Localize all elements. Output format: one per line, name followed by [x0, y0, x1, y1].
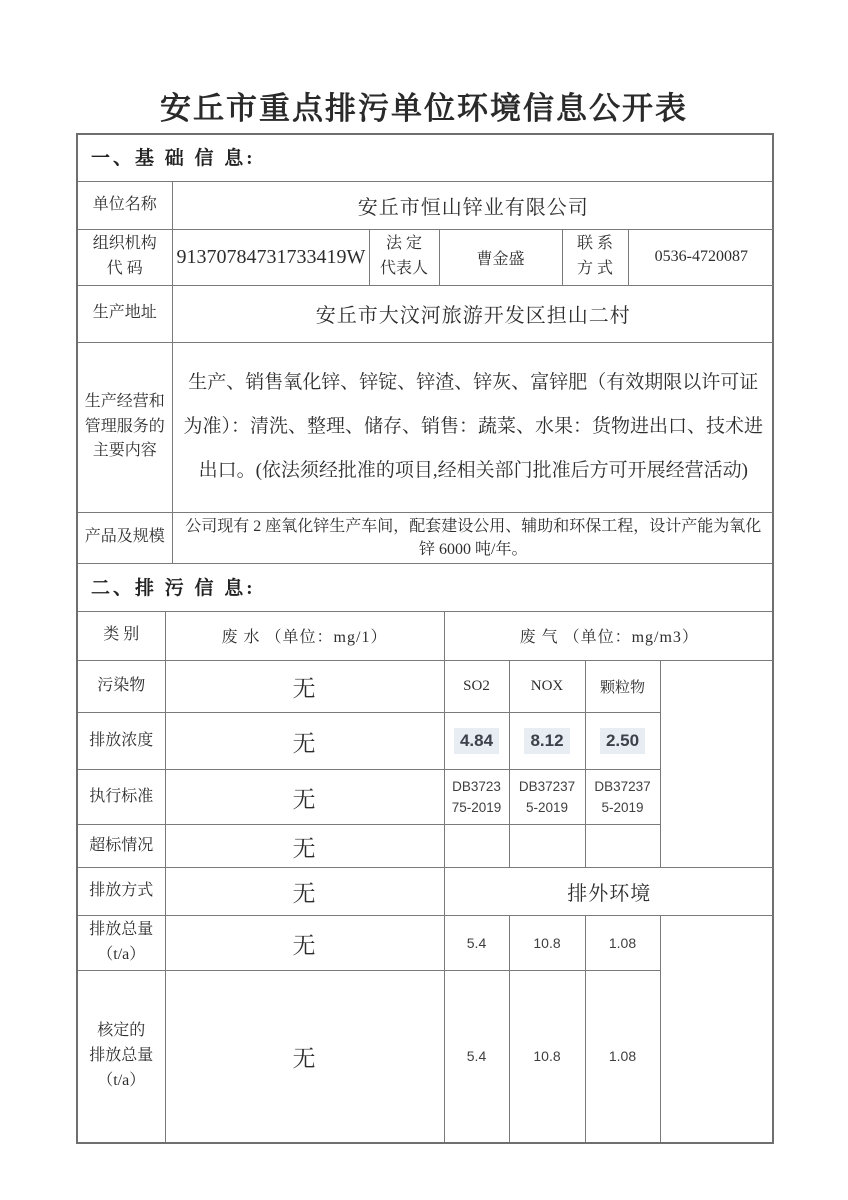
contact-label — [562, 229, 628, 285]
total-particulate-value: 1.08 — [585, 916, 660, 971]
total-emission-label — [78, 916, 165, 971]
standard-code-line1: DB3723 — [452, 779, 501, 794]
standard-code-line2: 5-2019 — [601, 800, 644, 815]
legal-rep-value: 曹金盛 — [439, 229, 562, 285]
legal-rep-label-line2: 代表人 — [379, 260, 428, 277]
standard-nox-value — [509, 770, 585, 825]
empty-cell — [660, 916, 774, 1142]
approved-nox-value: 10.8 — [509, 971, 585, 1142]
disclosure-form — [76, 133, 774, 1144]
highlighted-value: 8.12 — [524, 728, 569, 754]
empty-cell — [660, 661, 774, 868]
page-title: 安丘市重点排污单位环境信息公开表 — [160, 91, 688, 126]
unit-name-value: 安丘市恒山锌业有限公司 — [172, 182, 774, 229]
standard-code-line2: 5-2019 — [525, 800, 569, 815]
empty-cell — [585, 825, 660, 868]
org-code-label — [78, 229, 172, 285]
table-row — [78, 285, 774, 342]
total-water-value: 无 — [165, 916, 444, 971]
method-label: 排放方式 — [78, 868, 165, 916]
approved-total-label-line1: 核定的 — [97, 1022, 146, 1040]
products-value: 公司现有 2 座氧化锌生产车间，配套建设公用、辅助和环保工程，设计产能为氧化锌 6000 吨/年。 — [172, 512, 774, 563]
table-row — [78, 916, 774, 971]
standard-water-value: 无 — [165, 770, 444, 825]
standard-code-line2: 75-2019 — [451, 800, 502, 815]
approved-total-label — [78, 971, 165, 1142]
legal-rep-label-line1: 法 定 — [385, 235, 422, 253]
table-row — [78, 182, 774, 229]
unit-name-label: 单位名称 — [78, 182, 172, 229]
exceed-label: 超标情况 — [78, 825, 165, 868]
standard-particulate-value — [585, 770, 660, 825]
contact-label-line1: 联 系 — [576, 235, 613, 253]
table-row — [78, 229, 774, 285]
approved-total-label-line2: 排放总量 — [89, 1046, 154, 1064]
table-row — [78, 612, 774, 661]
pollutant-nox-label: NOX — [509, 661, 585, 713]
pollutant-particulate-label: 颗粒物 — [585, 661, 660, 713]
business-scope-value: 生产、销售氧化锌、锌锭、锌渣、锌灰、富锌肥（有效期限以许可证为准）：清洗、整理、储存、销售：蔬菜、水果：货物进出口、技术进出口。(依法须经批准的项目,经相关部门批准后方可开展经营活动) — [172, 342, 774, 512]
concentration-water-value: 无 — [165, 713, 444, 770]
contact-label-line2: 方 式 — [576, 260, 613, 277]
contact-value: 0536-4720087 — [628, 229, 774, 285]
pollutant-label: 污染物 — [78, 661, 165, 713]
standard-label: 执行标准 — [78, 770, 165, 825]
business-scope-label-line2: 管理服务的 — [84, 417, 165, 435]
empty-cell — [509, 825, 585, 868]
address-label: 生产地址 — [78, 285, 172, 342]
org-code-label-line2: 代 码 — [106, 260, 143, 277]
address-value: 安丘市大汶河旅游开发区担山二村 — [172, 285, 774, 342]
table-row — [78, 512, 774, 563]
standard-so2-value — [444, 770, 509, 825]
category-label: 类 别 — [78, 612, 165, 661]
approved-water-value: 无 — [165, 971, 444, 1142]
concentration-nox-value — [509, 713, 585, 770]
business-scope-label-line3: 主要内容 — [92, 442, 157, 460]
legal-rep-label — [369, 229, 439, 285]
total-emission-label-line2: （t/a） — [97, 946, 146, 963]
standard-code-line1: DB37237 — [594, 779, 651, 794]
total-emission-label-line1: 排放总量 — [89, 921, 154, 939]
total-nox-value: 10.8 — [509, 916, 585, 971]
wastewater-header: 废 水 （单位：mg/1） — [165, 612, 444, 661]
section-basic-info-header: 一、基 础 信 息: — [78, 135, 772, 182]
highlighted-value: 4.84 — [454, 728, 499, 754]
approved-particulate-value: 1.08 — [585, 971, 660, 1142]
standard-code-line1: DB37237 — [518, 779, 576, 794]
org-code-label-line1: 组织机构 — [92, 235, 157, 253]
section-emission-info-header: 二、排 污 信 息: — [78, 563, 772, 612]
concentration-so2-value — [444, 713, 509, 770]
pollutant-water-value: 无 — [165, 661, 444, 713]
products-label: 产品及规模 — [78, 512, 172, 563]
concentration-label: 排放浓度 — [78, 713, 165, 770]
concentration-particulate-value — [585, 713, 660, 770]
table-row — [78, 661, 774, 713]
total-so2-value: 5.4 — [444, 916, 509, 971]
highlighted-value: 2.50 — [600, 728, 645, 754]
pollutant-so2-label: SO2 — [444, 661, 509, 713]
business-scope-label — [78, 342, 172, 512]
table-row — [78, 868, 774, 916]
table-row — [78, 342, 774, 512]
gas-header: 废 气 （单位：mg/m3） — [444, 612, 774, 661]
method-water-value: 无 — [165, 868, 444, 916]
basic-info-table — [78, 182, 774, 563]
emission-info-table — [78, 612, 774, 1142]
method-gas-value: 排外环境 — [444, 868, 774, 916]
business-scope-label-line1: 生产经营和 — [84, 392, 165, 410]
exceed-water-value: 无 — [165, 825, 444, 868]
approved-total-label-line3: （t/a） — [97, 1071, 146, 1089]
org-code-value: 91370784731733419W — [172, 229, 369, 285]
empty-cell — [444, 825, 509, 868]
approved-so2-value: 5.4 — [444, 971, 509, 1142]
